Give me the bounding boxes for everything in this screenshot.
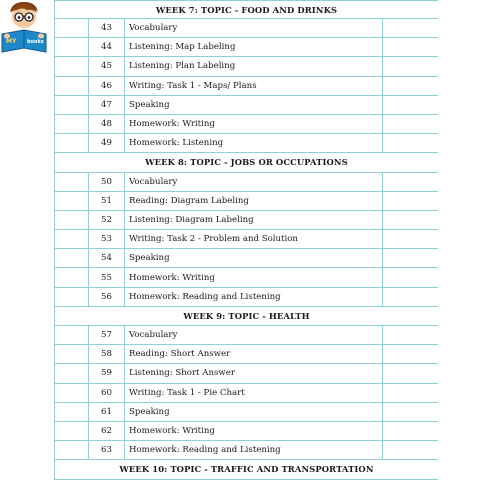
notes-cell [383,326,439,345]
blank-cell [55,191,89,210]
lesson-number: 43 [89,19,125,38]
blank-cell [55,76,89,95]
blank-cell [55,230,89,249]
notes-cell [383,287,439,306]
schedule-sheet [54,0,438,480]
blank-cell [55,210,89,229]
table-row [55,441,439,460]
week-header-row [55,306,439,325]
table-row [55,210,439,229]
blank-cell [55,95,89,114]
notes-cell [383,441,439,460]
lesson-number: 46 [89,76,125,95]
lesson-number: 59 [89,364,125,383]
boy-reading-book-icon [0,0,48,56]
blank-cell [55,268,89,287]
table-row [55,421,439,440]
lesson-title: Reading: Short Answer [125,345,383,364]
lesson-number: 62 [89,421,125,440]
blank-cell [55,134,89,153]
table-row [55,249,439,268]
blank-cell [55,19,89,38]
blank-cell [55,57,89,76]
week-title: WEEK 10: TOPIC - TRAFFIC AND TRANSPORTATION [55,460,439,479]
lesson-title: Vocabulary [125,172,383,191]
table-row [55,326,439,345]
table-row [55,38,439,57]
table-row [55,191,439,210]
week-header-row [55,460,439,479]
blank-cell [55,421,89,440]
table-row [55,95,439,114]
lesson-title: Homework: Listening [125,134,383,153]
lesson-number: 47 [89,95,125,114]
notes-cell [383,421,439,440]
lesson-number: 52 [89,210,125,229]
notes-cell [383,191,439,210]
lesson-number: 53 [89,230,125,249]
blank-cell [55,383,89,402]
blank-cell [55,345,89,364]
notes-cell [383,383,439,402]
week-header-row [55,153,439,172]
lesson-title: Listening: Plan Labeling [125,57,383,76]
lesson-title: Homework: Writing [125,268,383,287]
mybooks-logo [0,0,48,56]
blank-cell [55,172,89,191]
blank-cell [55,114,89,133]
notes-cell [383,57,439,76]
lesson-number: 51 [89,191,125,210]
table-row [55,230,439,249]
notes-cell [383,268,439,287]
notes-cell [383,210,439,229]
blank-cell [55,38,89,57]
lesson-number: 57 [89,326,125,345]
notes-cell [383,134,439,153]
logo-word-left: MY [6,38,17,45]
lesson-title: Homework: Writing [125,421,383,440]
notes-cell [383,402,439,421]
notes-cell [383,114,439,133]
schedule-table [54,0,438,480]
notes-cell [383,249,439,268]
lesson-title: Speaking [125,249,383,268]
blank-cell [55,287,89,306]
notes-cell [383,172,439,191]
blank-cell [55,364,89,383]
lesson-title: Homework: Writing [125,114,383,133]
table-row [55,383,439,402]
lesson-number: 61 [89,402,125,421]
week-title: WEEK 8: TOPIC - JOBS OR OCCUPATIONS [55,153,439,172]
table-row [55,364,439,383]
table-row [55,268,439,287]
notes-cell [383,19,439,38]
lesson-number: 56 [89,287,125,306]
table-row [55,172,439,191]
lesson-title: Writing: Task 2 - Problem and Solution [125,230,383,249]
lesson-title: Homework: Reading and Listening [125,441,383,460]
notes-cell [383,345,439,364]
lesson-number: 54 [89,249,125,268]
lesson-number: 48 [89,114,125,133]
table-row [55,345,439,364]
table-row [55,134,439,153]
week-header-row [55,1,439,19]
notes-cell [383,95,439,114]
blank-cell [55,441,89,460]
table-row [55,57,439,76]
lesson-number: 55 [89,268,125,287]
notes-cell [383,76,439,95]
lesson-title: Vocabulary [125,19,383,38]
lesson-title: Listening: Map Labeling [125,38,383,57]
lesson-title: Listening: Short Answer [125,364,383,383]
notes-cell [383,38,439,57]
logo-word-right: books [27,39,44,45]
lesson-title: Writing: Task 1 - Maps/ Plans [125,76,383,95]
lesson-number: 63 [89,441,125,460]
lesson-title: Homework: Reading and Listening [125,287,383,306]
lesson-title: Speaking [125,402,383,421]
table-row [55,287,439,306]
blank-cell [55,249,89,268]
table-row [55,76,439,95]
notes-cell [383,230,439,249]
blank-cell [55,402,89,421]
lesson-title: Vocabulary [125,326,383,345]
lesson-number: 49 [89,134,125,153]
lesson-title: Writing: Task 1 - Pie Chart [125,383,383,402]
table-row [55,114,439,133]
lesson-title: Speaking [125,95,383,114]
notes-cell [383,364,439,383]
lesson-number: 50 [89,172,125,191]
lesson-number: 58 [89,345,125,364]
week-title: WEEK 9: TOPIC - HEALTH [55,306,439,325]
lesson-number: 44 [89,38,125,57]
lesson-title: Reading: Diagram Labeling [125,191,383,210]
lesson-title: Listening: Diagram Labeling [125,210,383,229]
table-row [55,19,439,38]
lesson-number: 60 [89,383,125,402]
week-title: WEEK 7: TOPIC - FOOD AND DRINKS [55,1,439,19]
lesson-number: 45 [89,57,125,76]
blank-cell [55,326,89,345]
table-row [55,402,439,421]
